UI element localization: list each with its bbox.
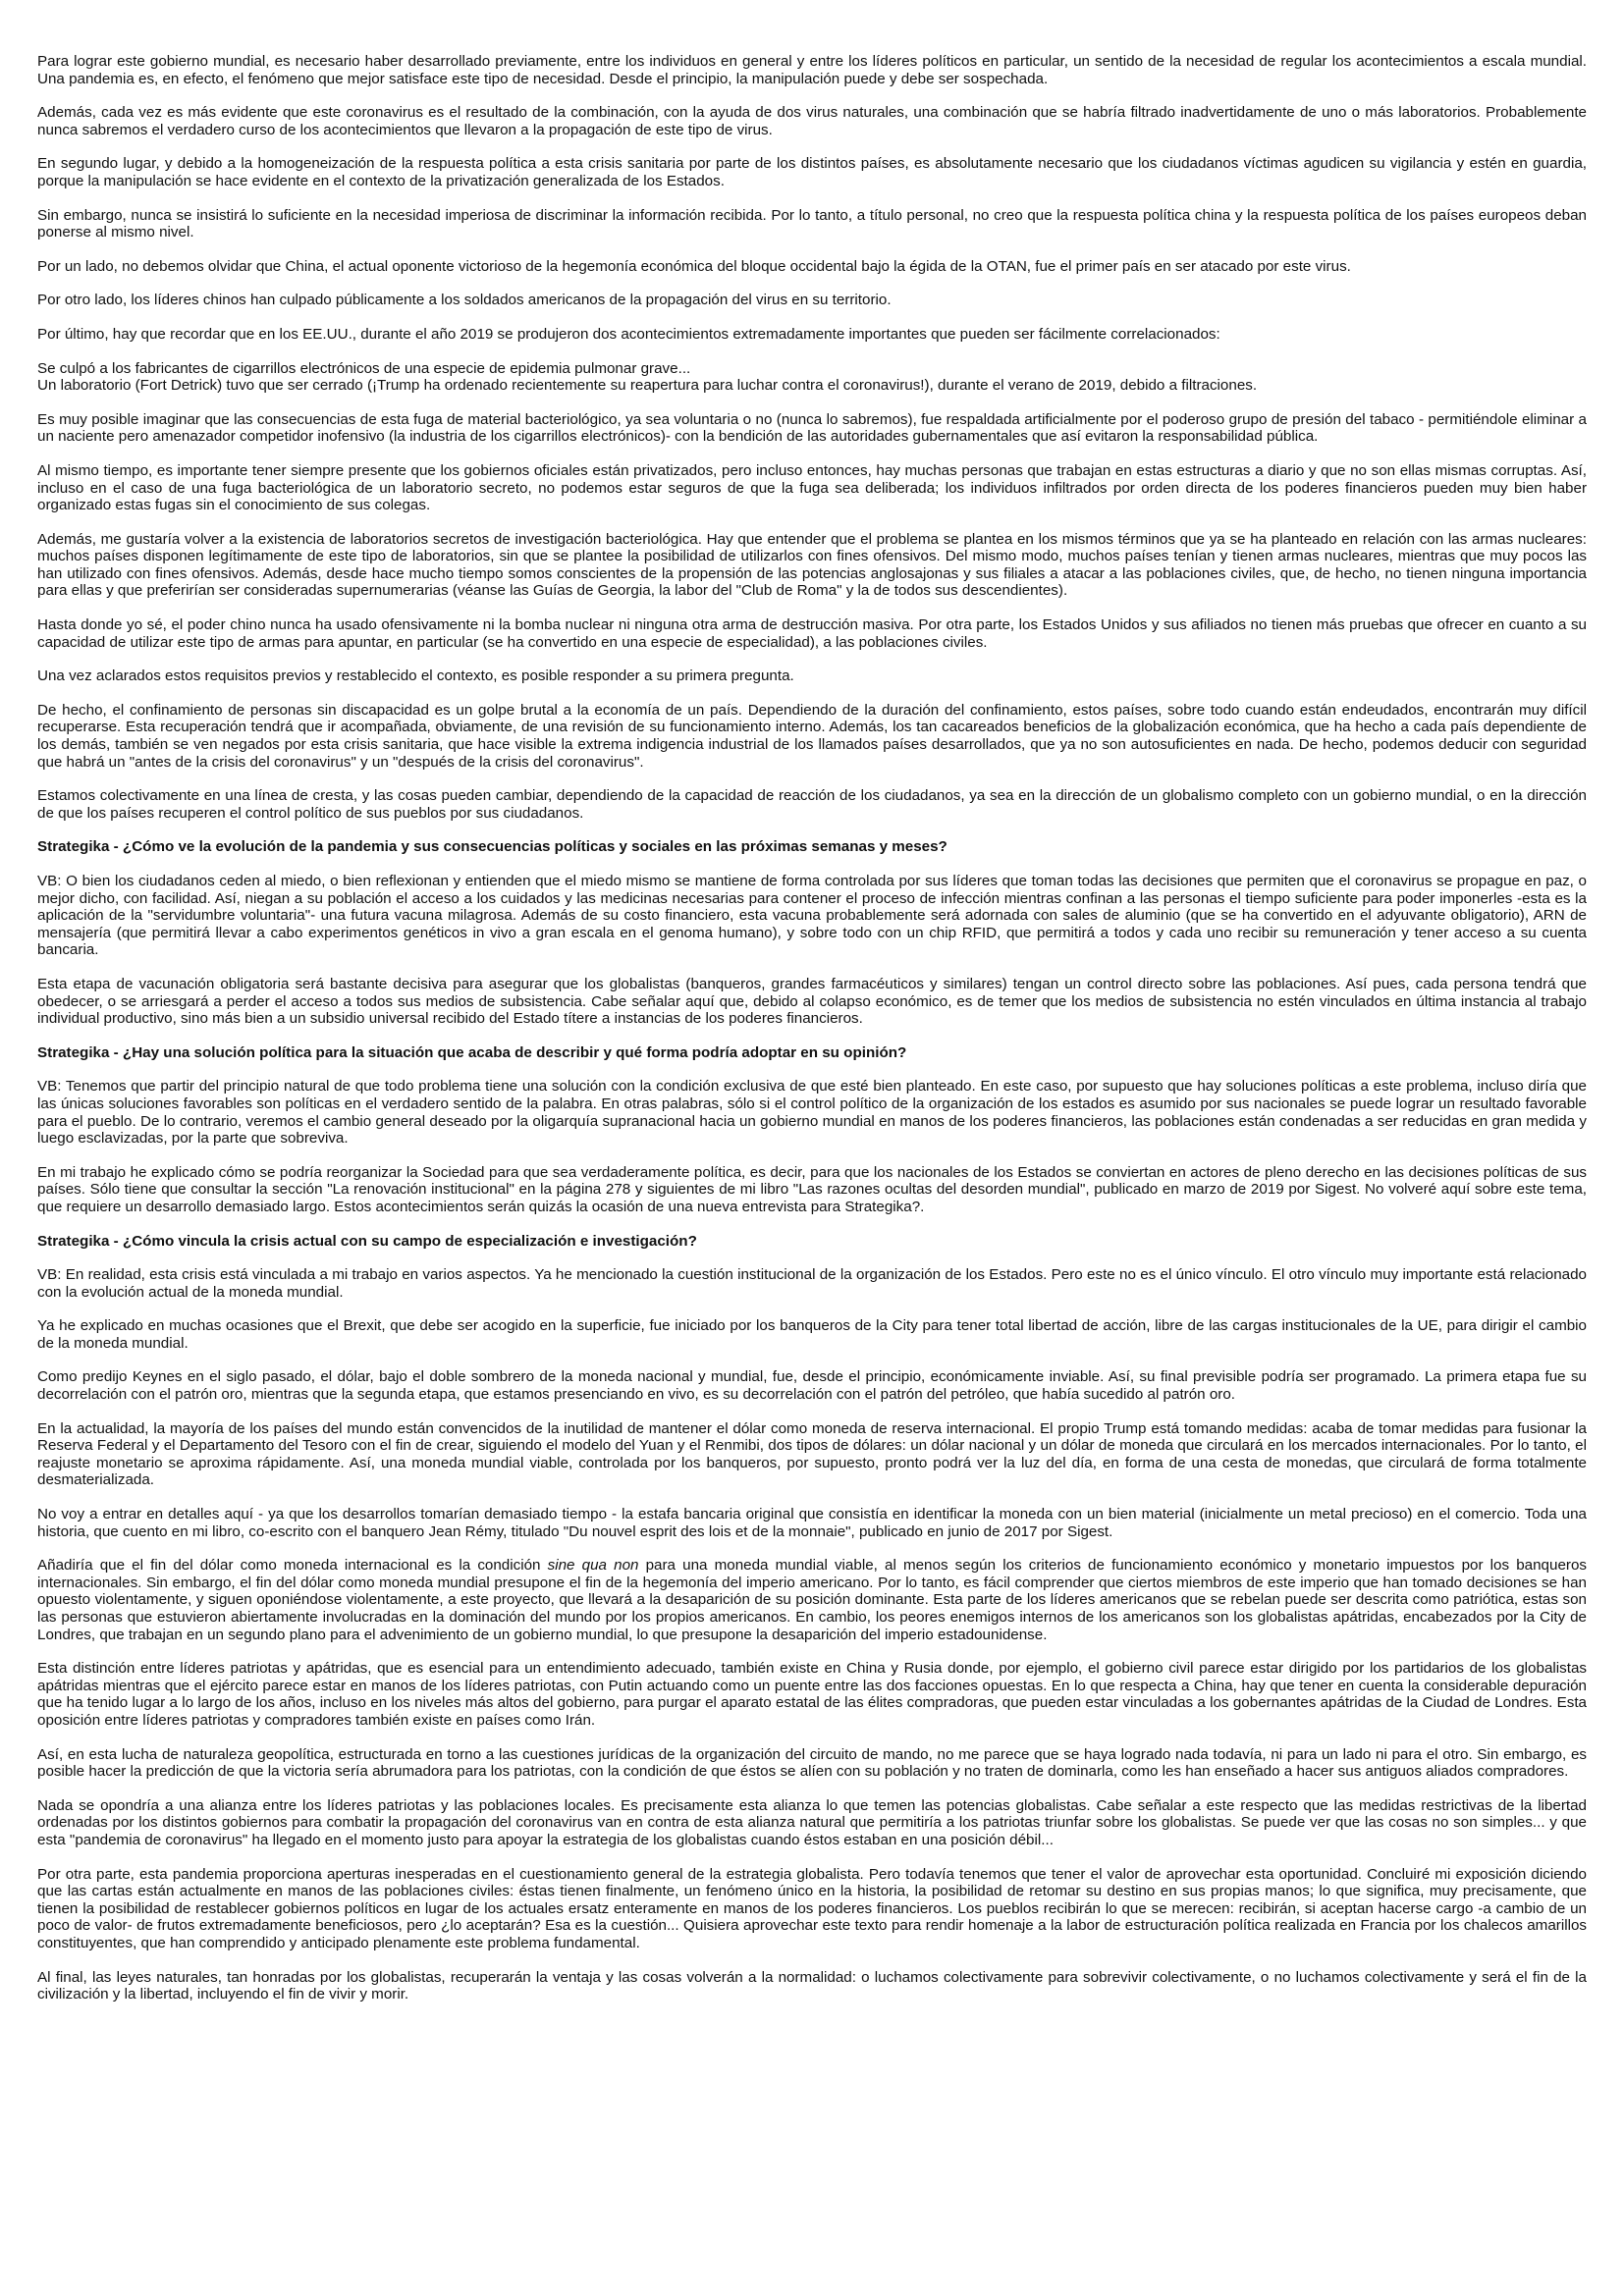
body-paragraph [37, 1557, 1587, 1643]
body-paragraph: Esta distinción entre líderes patriotas y apátridas, que es esencial para un entendimiento adecuado, también existe en China y Rusia donde, por ejemplo, el gobierno civil parece estar dirigido por los partidarios de los globalistas apátridas mientras que el ejército parece estar en manos de los líderes patriotas, con Putin actuando como un puente entre las dos facciones opuestas. En lo que respecta a China, hay que tener en cuenta la considerable depuración que ha tenido lugar a lo largo de los años, incluso en los niveles más altos del gobierno, para purgar el aparato estatal de las élites compradoras, que pueden estar vinculadas a los gobernantes apátridas de la Ciudad de Londres. Esta oposición entre líderes patriotas y compradores también existe en países como Irán. [37, 1660, 1587, 1729]
document-page [37, 53, 1587, 2020]
body-paragraph: En la actualidad, la mayoría de los países del mundo están convencidos de la inutilidad de mantener el dólar como moneda de reserva internacional. El propio Trump está tomando medidas: acaba de tomar medidas para fusionar la Reserva Federal y el Departamento del Tesoro con el fin de crear, siguiendo el modelo del Yuan y el Renmibi, dos tipos de dólares: un dólar nacional y un dólar de moneda que circulará en los mercados internacionales. Por lo tanto, el reajuste monetario se aproxima rápidamente. Así, una moneda mundial viable, controlada por los banqueros, por supuesto, pronto podrá ver la luz del día, en forma de una cesta de monedas, que circulará de forma totalmente desmaterializada. [37, 1419, 1587, 1489]
body-paragraph: En segundo lugar, y debido a la homogeneización de la respuesta política a esta crisis sanitaria por parte de los distintos países, es absolutamente necesario que los ciudadanos víctimas agudicen su vigilancia y estén en guardia, porque la manipulación se hace evidente en el contexto de la privatización generalizada de los Estados. [37, 155, 1587, 189]
body-paragraph: Nada se opondría a una alianza entre los líderes patriotas y las poblaciones locales. Es precisamente esta alianza lo que temen las potencias globalistas. Cabe señalar a este respecto que las medidas restrictivas de la libertad ordenadas por los distintos gobiernos para combatir la propagación del coronavirus van en contra de esta alianza natural que permitiría a los patriotas triunfar sobre los globalistas. Se puede ver que las cosas no son simples... y que esta "pandemia de coronavirus" ha llegado en el momento justo para apoyar la estrategia de los globalistas cuando éstos estaban en una posición débil... [37, 1796, 1587, 1848]
body-paragraph: Hasta donde yo sé, el poder chino nunca ha usado ofensivamente ni la bomba nuclear ni ninguna otra arma de destrucción masiva. Por otra parte, los Estados Unidos y sus afiliados no tienen más pruebas que ofrecer en cuanto a su capacidad de utilizar este tipo de armas para apuntar, en particular (se ha convertido en una especie de especialidad), a las poblaciones civiles. [37, 616, 1587, 651]
body-paragraph: No voy a entrar en detalles aquí - ya que los desarrollos tomarían demasiado tiempo - la estafa bancaria original que consistía en identificar la moneda con un bien material (inicialmente un metal precioso) en el comercio. Toda una historia, que cuento en mi libro, co-escrito con el banquero Jean Rémy, titulado "Du nouvel esprit des lois et de la monnaie", publicado en junio de 2017 por Sigest. [37, 1506, 1587, 1540]
body-paragraph: VB: En realidad, esta crisis está vinculada a mi trabajo en varios aspectos. Ya he mencionado la cuestión institucional de la organización de los Estados. Pero este no es el único vínculo. El otro vínculo muy importante está relacionado con la evolución actual de la moneda mundial. [37, 1266, 1587, 1301]
body-paragraph: Estamos colectivamente en una línea de cresta, y las cosas pueden cambiar, dependiendo de la capacidad de reacción de los ciudadanos, ya sea en la dirección de un globalismo completo con un gobierno mundial, o en la dirección de que los países recuperen el control político de sus pueblos por sus ciudadanos. [37, 787, 1587, 822]
body-paragraph: Además, cada vez es más evidente que este coronavirus es el resultado de la combinación, con la ayuda de dos virus naturales, una combinación que se habría filtrado inadvertidamente de uno o más laboratorios. Probablemente nunca sabremos el verdadero curso de los acontecimientos que llevaron a la propagación de este tipo de virus. [37, 104, 1587, 138]
body-paragraph: Sin embargo, nunca se insistirá lo suficiente en la necesidad imperiosa de discriminar la información recibida. Por lo tanto, a título personal, no creo que la respuesta política china y la respuesta política de los países europeos deban ponerse al mismo nivel. [37, 206, 1587, 241]
body-paragraph: Así, en esta lucha de naturaleza geopolítica, estructurada en torno a las cuestiones jurídicas de la organización del circuito de mando, no me parece que se haya logrado nada todavía, ni para un lado ni para el otro. Sin embargo, es posible hacer la predicción de que la victoria sería abrumadora para los patriotas, con la condición de que éstos se alíen con su población y no traten de dominarla, como les han enseñado a hacer sus antiguos aliados compradores. [37, 1745, 1587, 1781]
paragraph-text: para una moneda mundial viable, al menos según los criterios de funcionamiento económico y monetario impuestos por los banqueros internacionales. Sin embargo, el fin del dólar como moneda mundial presupone el fin de la hegemonía del imperio americano. Por lo tanto, es fácil comprender que ciertos miembros de este imperio que han tomado decisiones se han opuesto violentamente, y siguen oponiéndose violentamente, a este proyecto, que llevará a la desaparición de su posición dominante. Esta parte de los líderes americanos que se rebelan puede ser descrita como patriótica, estas son las personas que estuvieron abiertamente involucradas en la dominación del mundo por los propios americanos. En cambio, los peores enemigos internos de los americanos son los globalistas apátridas, encabezados por la City de Londres, que trabajan en un segundo plano para el advenimiento de un gobierno mundial, lo que presupone la desaparición del imperio estadounidense. [37, 1557, 1587, 1643]
body-paragraph: Por un lado, no debemos olvidar que China, el actual oponente victorioso de la hegemonía económica del bloque occidental bajo la égida de la OTAN, fue el primer país en ser atacado por este virus. [37, 257, 1351, 275]
body-paragraph: Para lograr este gobierno mundial, es necesario haber desarrollado previamente, entre los individuos en general y entre los líderes políticos en particular, un sentido de la necesidad de regular los acontecimientos a escala mundial. Una pandemia es, en efecto, el fenómeno que mejor satisface este tipo de necesidad. Desde el principio, la manipulación puede y debe ser sospechada. [37, 53, 1587, 87]
body-paragraph: Es muy posible imaginar que las consecuencias de esta fuga de material bacteriológico, ya sea voluntaria o no (nunca lo sabremos), fue respaldada artificialmente por el poderoso grupo de presión del tabaco - permitiéndole eliminar a un naciente pero amenazador competidor inofensivo (la industria de los cigarrillos electrónicos)- con la bendición de las autoridades gubernamentales que así evitaron la responsabilidad pública. [37, 410, 1587, 446]
body-paragraph: Un laboratorio (Fort Detrick) tuvo que ser cerrado (¡Trump ha ordenado recientemente su reapertura para luchar contra el coronavirus!), durante el verano de 2019, debido a filtraciones. [37, 377, 1258, 395]
paragraph-text: Añadiría que el fin del dólar como moneda internacional es la condición [37, 1557, 548, 1575]
body-paragraph: Se culpó a los fabricantes de cigarrillos electrónicos de una especie de epidemia pulmonar grave... [37, 359, 691, 377]
body-paragraph: En mi trabajo he explicado cómo se podría reorganizar la Sociedad para que sea verdaderamente política, es decir, para que los nacionales de los Estados se conviertan en actores de pleno derecho en las decisiones políticas de sus países. Sólo tiene que consultar la sección "La renovación institucional" en la página 278 y siguientes de mi libro "Las razones ocultas del desorden mundial", publicado en marzo de 2019 por Sigest. No volveré aquí sobre este tema, que requiere un desarrollo demasiado largo. Estos acontecimientos serán quizás la ocasión de una nueva entrevista para Strategika?. [37, 1163, 1587, 1215]
italic-phrase: sine qua non [547, 1557, 639, 1575]
body-paragraph: Al final, las leyes naturales, tan honradas por los globalistas, recuperarán la ventaja y las cosas volverán a la normalidad: o luchamos colectivamente para sobrevivir colectivamente, o no luchamos colectivamente y será el fin de la civilización y la libertad, incluyendo el fin de vivir y morir. [37, 1968, 1587, 2003]
body-paragraph: Por otro lado, los líderes chinos han culpado públicamente a los soldados americanos de la propagación del virus en su territorio. [37, 292, 892, 309]
body-paragraph: Por otra parte, esta pandemia proporciona aperturas inesperadas en el cuestionamiento general de la estrategia globalista. Pero todavía tenemos que tener el valor de aprovechar esta oportunidad. Concluiré mi exposición diciendo que las cartas están actualmente en manos de las poblaciones civiles: éstas tienen finalmente, un fenómeno único en la historia, la posibilidad de retomar su destino en sus propias manos; lo que significa, muy precisamente, que tienen la posibilidad de restablecer gobiernos políticos en lugar de los actuales ersatz enteramente en manos de los poderes financieros. Los pueblos recibirán lo que se merecen: recibirán, si aceptan hacerse cargo -a cambio de un poco de valor- de frutos extremadamente beneficiosos, pero ¿lo aceptarán? Esa es la cuestión... Quisiera aprovechar este texto para rendir homenaje a la labor de estructuración política realizada en Francia por los chalecos amarillos constituyentes, que han comprendido y anticipado plenamente este problema fundamental. [37, 1865, 1587, 1951]
body-paragraph: De hecho, el confinamiento de personas sin discapacidad es un golpe brutal a la economía de un país. Dependiendo de la duración del confinamiento, estos países, sobre todo cuando están endeudados, encontrarán muy difícil recuperarse. Esta recuperación tendrá que ir acompañada, obviamente, de una revisión de su funcionamiento interno. Además, los tan cacareados beneficios de la globalización económica, que ha hecho a cada país dependiente de los demás, también se ven negados por esta crisis sanitaria, que hace visible la extrema indigencia industrial de los llamados países desarrollados, que ya no son autosuficientes en nada. De hecho, podemos deducir con seguridad que habrá un "antes de la crisis del coronavirus" y un "después de la crisis del coronavirus". [37, 701, 1587, 771]
body-paragraph: Por último, hay que recordar que en los EE.UU., durante el año 2019 se produjeron dos acontecimientos extremadamente importantes que pueden ser fácilmente correlacionados: [37, 325, 1220, 343]
interview-question: Strategika - ¿Cómo vincula la crisis actual con su campo de especialización e investigación? [37, 1232, 697, 1250]
body-paragraph: VB: O bien los ciudadanos ceden al miedo, o bien reflexionan y entienden que el miedo mismo se mantiene de forma controlada por sus líderes que toman todas las decisiones que permiten que el coronavirus se propague en paz, o mejor dicho, con facilidad. Así, niegan a su población el acceso a los cuidados y las medicinas necesarias para contener el proceso de infección mientras confinan a las personas el tiempo suficiente para poder imponerles -esta es la aplicación de la "servidumbre voluntaria"- una futura vacuna milagrosa. Además de su costo financiero, esta vacuna probablemente será adornada con sales de aluminio (que se ha convertido en el adyuvante obligatorio), ARN de mensajería (que permitirá llevar a cabo experimentos genéticos in vivo a gran escala en el genoma humano), y sobre todo con un chip RFID, que permitirá a todos y cada uno recibir su remuneración y tener acceso a su cuenta bancaria. [37, 873, 1587, 959]
interview-question: Strategika - ¿Hay una solución política para la situación que acaba de describir y qué forma podría adoptar en su opinión? [37, 1043, 907, 1061]
body-paragraph: VB: Tenemos que partir del principio natural de que todo problema tiene una solución con la condición exclusiva de que esté bien planteado. En este caso, por supuesto que hay soluciones políticas a este problema, incluso diría que las únicas soluciones favorables son políticas en el verdadero sentido de la palabra. En otras palabras, sólo si el control político de la organización de los estados es asumido por sus nacionales se puede lograr un resultado favorable para el pueblo. De lo contrario, veremos el cambio general deseado por la oligarquía supranacional hacia un gobierno mundial en manos de los poderes financieros, las poblaciones están condenadas a ser reducidas en gran medida y luego esclavizadas, por la parte que sobreviva. [37, 1078, 1587, 1148]
body-paragraph: Ya he explicado en muchas ocasiones que el Brexit, que debe ser acogido en la superficie, fue iniciado por los banqueros de la City para tener total libertad de acción, libre de las cargas institucionales de la UE, para dirigir el cambio de la moneda mundial. [37, 1317, 1587, 1352]
body-paragraph: Además, me gustaría volver a la existencia de laboratorios secretos de investigación bacteriológica. Hay que entender que el problema se plantea en los mismos términos que ya se ha planteado en relación con las armas nucleares: muchos países disponen legítimamente de este tipo de laboratorios, sin que se plantee la posibilidad de utilizarlos con fines ofensivos. Del mismo modo, muchos países tenían y tienen armas nucleares, mientras que muy pocos las han utilizado con fines ofensivos. Además, desde hace mucho tiempo somos conscientes de la propensión de las potencias anglosajonas y sus filiales a atacar a las poblaciones civiles, que, de hecho, no tienen ninguna importancia para ellas y que preferirían ser consideradas supernumerarias (véanse las Guías de Georgia, la labor del "Club de Roma" y la de todos sus descendientes). [37, 530, 1587, 600]
body-paragraph: Una vez aclarados estos requisitos previos y restablecido el contexto, es posible responder a su primera pregunta. [37, 667, 794, 685]
interview-question: Strategika - ¿Cómo ve la evolución de la pandemia y sus consecuencias políticas y sociales en las próximas semanas y meses? [37, 838, 947, 856]
body-paragraph: Como predijo Keynes en el siglo pasado, el dólar, bajo el doble sombrero de la moneda nacional y mundial, fue, desde el principio, económicamente inviable. Así, su final previsible podría ser programado. La primera etapa fue su decorrelación con el patrón oro, mientras que la segunda etapa, que estamos presenciando en vivo, es su decorrelación con el patrón del petróleo, que había sucedido al patrón oro. [37, 1368, 1587, 1404]
body-paragraph: Esta etapa de vacunación obligatoria será bastante decisiva para asegurar que los globalistas (banqueros, grandes farmacéuticos y similares) tengan un control directo sobre las poblaciones. Así pues, cada persona tendrá que obedecer, o se arriesgará a perder el acceso a todos sus medios de subsistencia. Cabe señalar aquí que, debido al colapso económico, es de temer que los medios de subsistencia no estén vinculados en última instancia al trabajo individual productivo, sino más bien a un subsidio universal recibido del Estado títere a instancias de los poderes financieros. [37, 975, 1587, 1028]
body-paragraph: Al mismo tiempo, es importante tener siempre presente que los gobiernos oficiales están privatizados, pero incluso entonces, hay muchas personas que trabajan en estas estructuras a diario y que no son ellas mismas corruptas. Así, incluso en el caso de una fuga bacteriológica de un laboratorio secreto, no podemos estar seguros de que la fuga sea deliberada; los individuos infiltrados por orden directa de los poderes financieros pueden muy bien haber organizado estas fugas sin el conocimiento de sus colegas. [37, 461, 1587, 514]
